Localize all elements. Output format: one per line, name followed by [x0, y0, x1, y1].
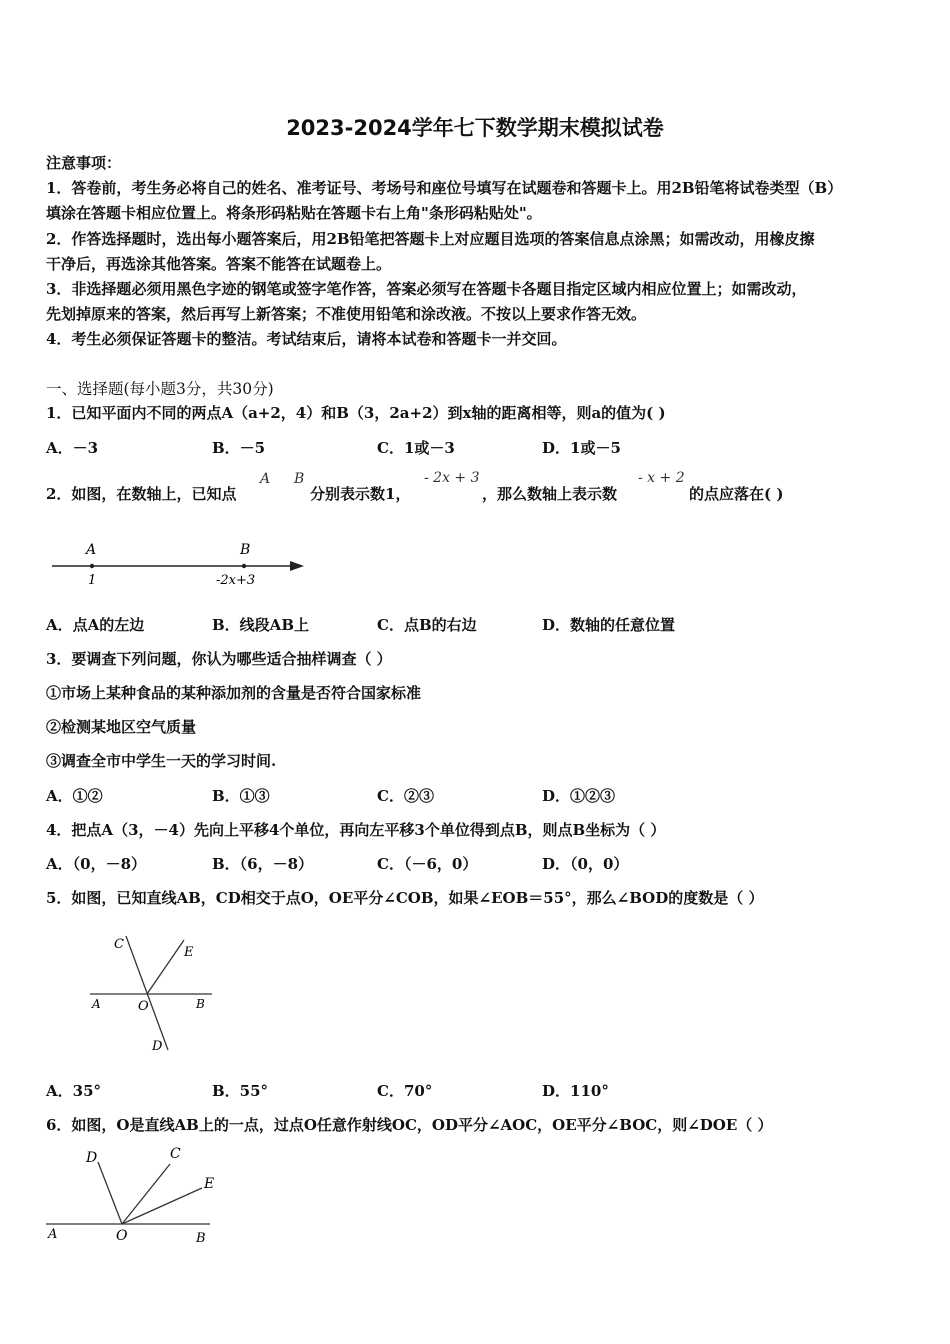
q5-option-b[interactable]: B．55° — [212, 1082, 269, 1100]
point-a-dot — [90, 564, 94, 568]
q2-option-d[interactable]: D．数轴的任意位置 — [542, 616, 676, 634]
number-line-figure — [46, 532, 316, 594]
q3-item: ②检测某地区空气质量 — [46, 718, 197, 736]
label-d: D — [152, 1039, 163, 1054]
ray-oe — [147, 940, 184, 994]
notice-heading: 注意事项： — [46, 154, 122, 172]
label-d: D — [86, 1150, 98, 1166]
question-2-stem-part3: ，那么数轴上表示数 — [482, 485, 618, 503]
notice-line: 先划掉原来的答案，然后再写上新答案；不准使用铅笔和涂改液。不按以上要求作答无效。 — [46, 305, 647, 323]
label-a: A — [92, 997, 101, 1011]
notice-line: 4．考生必须保证答题卡的整洁。考试结束后，请将本试卷和答题卡一并交回。 — [46, 330, 567, 348]
ray-oc — [122, 1164, 170, 1224]
notice-line: 1．答卷前，考生务必将自己的姓名、准考证号、考场号和座位号填写在试题卷和答题卡上。用2B铅笔将试卷类型（B） — [46, 179, 843, 197]
question-5-stem: 5．如图，已知直线AB，CD相交于点O，OE平分∠COB，如果∠EOB＝55°，那么∠BOD的度数是（ ） — [46, 889, 764, 907]
angle-bisector-figure — [42, 1142, 232, 1252]
q5-option-d[interactable]: D．110° — [542, 1082, 609, 1100]
question-1-stem: 1．已知平面内不同的两点A（a+2，4）和B（3，2a+2）到x轴的距离相等，则a的值为( ) — [46, 404, 666, 422]
q4-option-c[interactable]: C．（－6，0） — [377, 855, 478, 873]
label-e: E — [184, 945, 194, 960]
q4-option-d[interactable]: D．（0，0） — [542, 855, 629, 873]
notice-line: 干净后，再选涂其他答案。答案不能答在试题卷上。 — [46, 255, 392, 273]
question-6-stem: 6．如图，O是直线AB上的一点，过点O任意作射线OC，OD平分∠AOC，OE平分∠BOC，则∠DOE（ ） — [46, 1116, 773, 1134]
q3-option-c[interactable]: C．②③ — [377, 787, 434, 805]
question-4-stem: 4．把点A（3，－4）先向上平移4个单位，再向左平移3个单位得到点B，则点B坐标为（ ） — [46, 821, 666, 839]
q2-point-a: A — [260, 471, 271, 487]
q2-option-a[interactable]: A．点A的左边 — [46, 616, 145, 634]
q4-option-b[interactable]: B．（6，－8） — [212, 855, 314, 873]
label-b: B — [196, 997, 205, 1011]
label-a: A — [48, 1227, 58, 1242]
label-c: C — [114, 937, 124, 952]
q1-option-a[interactable]: A．－3 — [46, 439, 99, 457]
label-e: E — [204, 1176, 215, 1192]
label-c: C — [170, 1146, 181, 1162]
page-title: 2023-2024学年七下数学期末模拟试卷 — [286, 116, 664, 140]
notice-line: 填涂在答题卡相应位置上。将条形码粘贴在答题卡右上角"条形码粘贴处"。 — [46, 204, 542, 222]
q2-option-c[interactable]: C．点B的右边 — [377, 616, 477, 634]
label-b: B — [240, 542, 251, 558]
notice-line: 2．作答选择题时，选出每小题答案后，用2B铅笔把答题卡上对应题目选项的答案信息点涂黑；如需改动，用橡皮擦 — [46, 230, 815, 248]
intersecting-lines-figure — [84, 926, 224, 1056]
q3-option-b[interactable]: B．①③ — [212, 787, 270, 805]
tick-label-1: 1 — [88, 573, 97, 588]
label-b: B — [196, 1231, 206, 1246]
q2-expression-1: - 2x + 3 — [424, 470, 480, 486]
q3-option-a[interactable]: A．①② — [46, 787, 103, 805]
notice-line: 3．非选择题必须用黑色字迹的钢笔或签字笔作答，答案必须写在答题卡各题目指定区域内相应位置上；如需改动， — [46, 280, 807, 298]
q1-option-c[interactable]: C．1或－3 — [377, 439, 455, 457]
question-2-stem-part2: 分别表示数1， — [310, 485, 411, 503]
q3-option-d[interactable]: D．①②③ — [542, 787, 616, 805]
question-2-stem-part1: 2．如图，在数轴上，已知点 — [46, 485, 237, 503]
label-o: O — [138, 999, 149, 1014]
number-line-arrow — [290, 561, 304, 571]
question-3-stem: 3．要调查下列问题，你认为哪些适合抽样调查（ ） — [46, 650, 392, 668]
label-a: A — [86, 542, 97, 558]
q4-option-a[interactable]: A．（0，－8） — [46, 855, 147, 873]
q2-point-b: B — [294, 471, 305, 487]
ray-od — [98, 1162, 122, 1224]
q3-item: ③调查全市中学生一天的学习时间. — [46, 752, 277, 770]
label-o: O — [116, 1228, 128, 1244]
question-2-stem-part4: 的点应落在( ) — [689, 485, 784, 503]
tick-label-b: -2x+3 — [216, 573, 256, 588]
ray-oe — [122, 1188, 202, 1224]
q2-expression-2: - x + 2 — [638, 470, 685, 486]
point-b-dot — [242, 564, 246, 568]
q5-option-c[interactable]: C．70° — [377, 1082, 433, 1100]
q2-option-b[interactable]: B．线段AB上 — [212, 616, 309, 634]
section-heading: 一、选择题(每小题3分，共30分) — [46, 380, 274, 398]
q3-item: ①市场上某种食品的某种添加剂的含量是否符合国家标准 — [46, 684, 422, 702]
q5-option-a[interactable]: A．35° — [46, 1082, 102, 1100]
q1-option-b[interactable]: B．－5 — [212, 439, 266, 457]
q1-option-d[interactable]: D．1或－5 — [542, 439, 621, 457]
